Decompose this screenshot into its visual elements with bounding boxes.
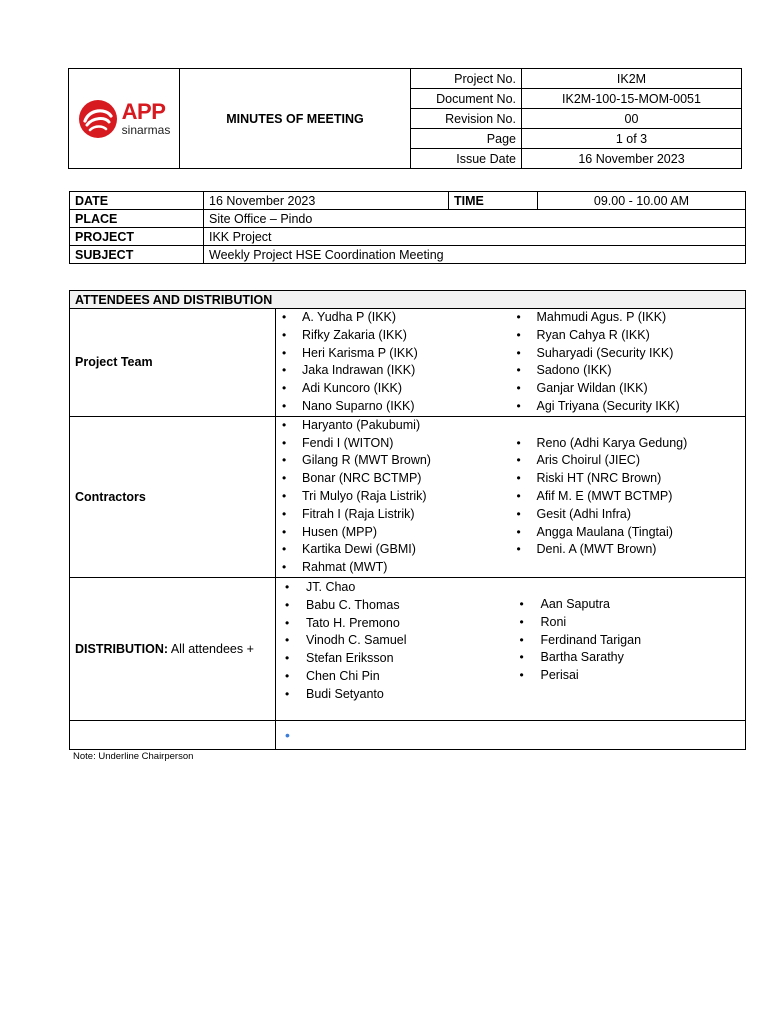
distribution-label-suffix: All attendees + — [168, 641, 254, 656]
attendee-item: • Ganjar Wildan (IKK) — [511, 380, 746, 398]
attendee-item: • Rifky Zakaria (IKK) — [276, 327, 511, 345]
attendee-item: • Bonar (NRC BCTMP) — [276, 470, 511, 488]
attendee-item: • A. Yudha P (IKK) — [276, 309, 511, 327]
project-no-value: IK2M — [522, 69, 742, 89]
subject-label: SUBJECT — [70, 246, 204, 264]
chairperson-note: Note: Underline Chairperson — [73, 751, 194, 762]
date-label: DATE — [70, 192, 204, 210]
empty-label-cell — [70, 720, 276, 749]
attendee-item: • Perisai — [511, 667, 746, 685]
attendee-item: • Jaka Indrawan (IKK) — [276, 362, 511, 380]
attendee-item: • Suharyadi (Security IKK) — [511, 345, 746, 363]
attendee-item: • Husen (MPP) — [276, 524, 511, 542]
place-label: PLACE — [70, 210, 204, 228]
attendee-item: • Aan Saputra — [511, 596, 746, 614]
time-value: 09.00 - 10.00 AM — [538, 192, 746, 210]
project-label: PROJECT — [70, 228, 204, 246]
attendees-table — [69, 290, 746, 750]
distribution-label-cell — [70, 577, 276, 720]
field-label: Issue Date — [411, 149, 522, 169]
distribution-label: DISTRIBUTION: — [75, 641, 169, 656]
attendee-item: • Sadono (IKK) — [511, 362, 746, 380]
field-label: Project No. — [411, 69, 522, 89]
project-team-left-list — [276, 309, 511, 416]
app-logo-icon — [78, 99, 118, 139]
attendee-item: • Ferdinand Tarigan — [511, 632, 746, 650]
subject-value: Weekly Project HSE Coordination Meeting — [204, 246, 746, 264]
logo-cell — [69, 69, 180, 169]
empty-names-cell — [276, 720, 746, 749]
field-label: Document No. — [411, 89, 522, 109]
logo-brand: APP — [121, 99, 166, 124]
contractors-left-list — [276, 417, 511, 577]
empty-bullet: • — [285, 726, 290, 743]
field-label: Page — [411, 129, 522, 149]
date-value: 16 November 2023 — [204, 192, 449, 210]
attendee-item: • Adi Kuncoro (IKK) — [276, 380, 511, 398]
attendee-item: • Stefan Eriksson — [276, 650, 511, 668]
attendee-item: • Angga Maulana (Tingtai) — [511, 524, 746, 542]
contractors-label: Contractors — [70, 416, 276, 577]
project-team-label: Project Team — [70, 309, 276, 417]
attendee-item: • Bartha Sarathy — [511, 649, 746, 667]
attendee-item: • Babu C. Thomas — [276, 597, 511, 615]
document-no-value: IK2M-100-15-MOM-0051 — [522, 89, 742, 109]
project-team-right-list — [511, 309, 746, 416]
issue-date-value: 16 November 2023 — [522, 149, 742, 169]
logo-subbrand: sinarmas — [121, 123, 171, 137]
attendee-item: • Budi Setyanto — [276, 686, 511, 704]
place-value: Site Office – Pindo — [204, 210, 746, 228]
contractors-names — [276, 416, 746, 577]
contractors-right-list — [511, 435, 746, 560]
attendee-item: • JT. Chao — [276, 579, 511, 597]
distribution-left-list — [276, 579, 511, 704]
attendee-item: • Vinodh C. Samuel — [276, 632, 511, 650]
attendee-item: • Aris Choirul (JIEC) — [511, 452, 746, 470]
page-value: 1 of 3 — [522, 129, 742, 149]
revision-no-value: 00 — [522, 109, 742, 129]
document-header — [68, 68, 742, 169]
distribution-right-list — [511, 596, 746, 685]
attendee-item: • Riski HT (NRC Brown) — [511, 470, 746, 488]
attendee-item: • Mahmudi Agus. P (IKK) — [511, 309, 746, 327]
attendee-item: • Tri Mulyo (Raja Listrik) — [276, 488, 511, 506]
attendee-item: • Deni. A (MWT Brown) — [511, 541, 746, 559]
attendee-item: • Kartika Dewi (GBMI) — [276, 541, 511, 559]
document-title: MINUTES OF MEETING — [180, 69, 411, 169]
attendee-item: • Haryanto (Pakubumi) — [276, 417, 511, 435]
attendee-item: • Gesit (Adhi Infra) — [511, 506, 746, 524]
attendee-item: • Reno (Adhi Karya Gedung) — [511, 435, 746, 453]
attendee-item: • Fendi I (WITON) — [276, 435, 511, 453]
attendee-item: • Agi Triyana (Security IKK) — [511, 398, 746, 416]
app-sinarmas-logo — [69, 99, 179, 139]
meeting-info-table — [69, 191, 746, 264]
attendee-item: • Ryan Cahya R (IKK) — [511, 327, 746, 345]
project-value: IKK Project — [204, 228, 746, 246]
attendee-item: • Tato H. Premono — [276, 615, 511, 633]
attendee-item: • Nano Suparno (IKK) — [276, 398, 511, 416]
distribution-names — [276, 577, 746, 720]
attendee-item: • Afif M. E (MWT BCTMP) — [511, 488, 746, 506]
field-label: Revision No. — [411, 109, 522, 129]
attendee-item: • Gilang R (MWT Brown) — [276, 452, 511, 470]
attendee-item: • Roni — [511, 614, 746, 632]
project-team-names — [276, 309, 746, 417]
attendee-item: • Heri Karisma P (IKK) — [276, 345, 511, 363]
time-label: TIME — [449, 192, 538, 210]
attendee-item: • Fitrah I (Raja Listrik) — [276, 506, 511, 524]
attendee-item: • Rahmat (MWT) — [276, 559, 511, 577]
attendees-heading: ATTENDEES AND DISTRIBUTION — [70, 291, 746, 309]
attendee-item: • Chen Chi Pin — [276, 668, 511, 686]
